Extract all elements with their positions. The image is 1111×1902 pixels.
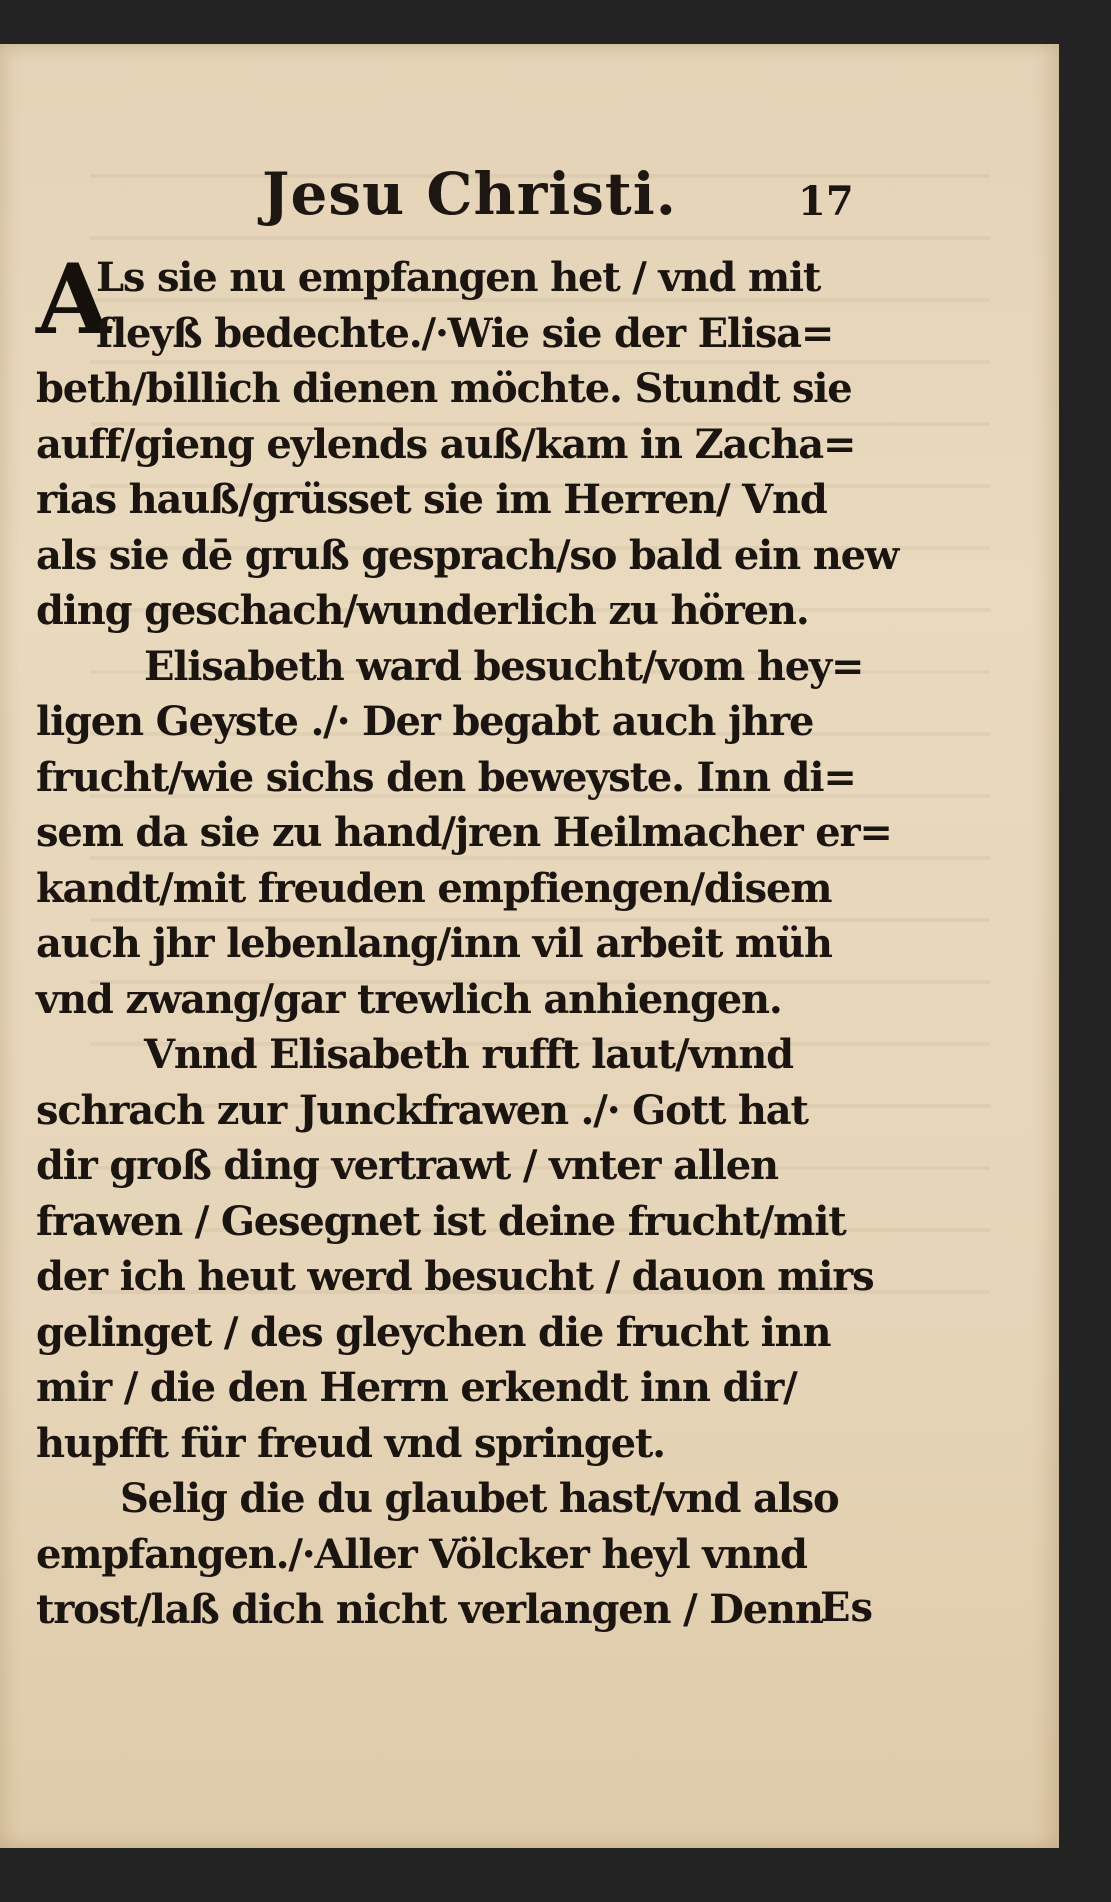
running-title: Jesu Christi. bbox=[262, 160, 677, 228]
text-line: Selig die du glaubet hast/vnd also bbox=[120, 1475, 839, 1522]
text-line: schrach zur Junckfrawen ./· Gott hat bbox=[36, 1086, 808, 1134]
text-line: vnd zwang/gar trewlich anhiengen. bbox=[36, 975, 782, 1023]
text-line: der ich heut werd besucht / dauon mirs bbox=[36, 1253, 874, 1300]
line-text: Ls sie nu empfangen het / vnd mit bbox=[96, 254, 821, 301]
text-line: frucht/wie sichs den beweyste. Inn di= bbox=[36, 753, 856, 801]
text-line: empfangen./·Aller Völcker heyl vnnd bbox=[36, 1530, 807, 1578]
text-line: kandt/mit freuden empfiengen/disem bbox=[36, 864, 832, 912]
line-text: fleyß bedechte./·Wie sie der Elisa= bbox=[96, 309, 834, 357]
text-line: trost/laß dich nicht verlangen / Denn bbox=[36, 1586, 823, 1633]
text-line: rias hauß/grüsset sie im Herren/ Vnd bbox=[36, 476, 827, 523]
drop-cap-initial: A bbox=[36, 243, 110, 356]
text-line: ligen Geyste ./· Der begabt auch jhre bbox=[36, 698, 814, 745]
text-line: beth/billich dienen möchte. Stundt sie bbox=[36, 365, 852, 412]
text-line bbox=[36, 306, 916, 362]
text-line: als sie dē gruß gesprach/so bald ein new bbox=[36, 531, 899, 579]
text-line: auff/gieng eylends auß/kam in Zacha= bbox=[36, 420, 856, 468]
text-line: auch jhr lebenlang/inn vil arbeit müh bbox=[36, 920, 832, 967]
text-line: hupfft für freud vnd springet. bbox=[36, 1419, 665, 1467]
text-line: ding geschach/wunderlich zu hören. bbox=[36, 587, 809, 634]
text-line: sem da sie zu hand/jren Heilmacher er= bbox=[36, 809, 892, 856]
text-line: dir groß ding vertrawt / vnter allen bbox=[36, 1142, 778, 1189]
page-header bbox=[0, 144, 1059, 234]
body-text bbox=[36, 243, 916, 1638]
book-page bbox=[0, 44, 1059, 1848]
page-number: 17 bbox=[798, 178, 854, 225]
text-line: frawen / Gesegnet ist deine frucht/mit bbox=[36, 1197, 846, 1245]
catchword: Es bbox=[820, 1584, 874, 1631]
text-line: gelinget / des gleychen die frucht inn bbox=[36, 1308, 831, 1356]
text-line: mir / die den Herrn erkendt inn dir/ bbox=[36, 1364, 797, 1411]
text-line: Vnnd Elisabeth rufft laut/vnnd bbox=[144, 1031, 793, 1078]
text-line: Elisabeth ward besucht/vom hey= bbox=[144, 642, 864, 690]
